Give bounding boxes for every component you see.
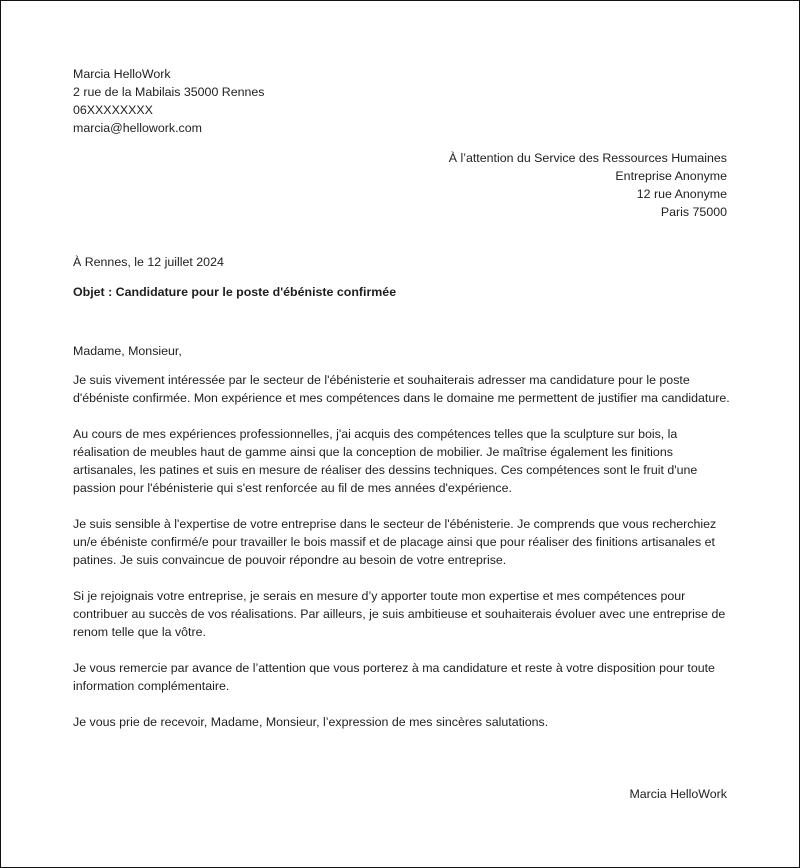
letter-body bbox=[73, 371, 733, 749]
paragraph: Je suis sensible à l'expertise de votre entreprise dans le secteur de l'ébénisterie. Je comprends que vous recherchiez un/e ébéniste confirmé/e pour travailler le bois massif et de placage ainsi que pour réaliser des finitions artisanales et patines. Je suis convaincue de pouvoir répondre au besoin de votre entreprise. bbox=[73, 517, 717, 567]
closing-paragraph: Je vous prie de recevoir, Madame, Monsieur, l’expression de mes sincères salutations. bbox=[73, 715, 549, 729]
sender-name: Marcia HelloWork bbox=[73, 67, 171, 81]
paragraph: Je vous remercie par avance de l’attention que vous porterez à ma candidature et reste à votre disposition pour toute information complémentaire. bbox=[73, 661, 715, 693]
paragraph: Au cours de mes expériences professionnelles, j'ai acquis des compétences telles que la sculpture sur bois, la réalisation de meubles haut de gamme ainsi que la conception de mobilier. Je maîtrise également les finitions artisanales, les patines et suis en mesure de réaliser des dessins techniques. Ces compétences sont le fruit d'une passion pour l'ébénisterie qui s'est renforcée au fil de mes années d'expérience. bbox=[73, 427, 698, 495]
recipient-attention: À l’attention du Service des Ressources Humaines bbox=[448, 151, 727, 165]
recipient-block bbox=[449, 149, 727, 221]
paragraph: Je suis vivement intéressée par le secteur de l'ébénisterie et souhaiterais adresser ma candidature pour le poste d'ébéniste confirmée. Mon expérience et mes compétences dans le domaine me permettent de justifier ma candidature. bbox=[73, 373, 730, 405]
sender-email: marcia@hellowork.com bbox=[73, 121, 202, 135]
recipient-street: 12 rue Anonyme bbox=[636, 187, 727, 201]
signature: Marcia HelloWork bbox=[629, 787, 727, 801]
recipient-city: Paris 75000 bbox=[660, 205, 727, 219]
date-line: À Rennes, le 12 juillet 2024 bbox=[73, 255, 224, 269]
subject-line: Objet : Candidature pour le poste d'ébéniste confirmée bbox=[73, 285, 397, 299]
recipient-company: Entreprise Anonyme bbox=[615, 169, 727, 183]
sender-phone: 06XXXXXXXX bbox=[73, 103, 153, 117]
salutation: Madame, Monsieur, bbox=[73, 344, 182, 358]
sender-address: 2 rue de la Mabilais 35000 Rennes bbox=[73, 85, 265, 99]
sender-block bbox=[73, 65, 265, 137]
paragraph: Si je rejoignais votre entreprise, je serais en mesure d’y apporter toute mon expertise et mes compétences pour contribuer au succès de vos réalisations. Par ailleurs, je suis ambitieuse et souhaiterais évoluer avec une entreprise de renom telle que la vôtre. bbox=[73, 589, 726, 639]
